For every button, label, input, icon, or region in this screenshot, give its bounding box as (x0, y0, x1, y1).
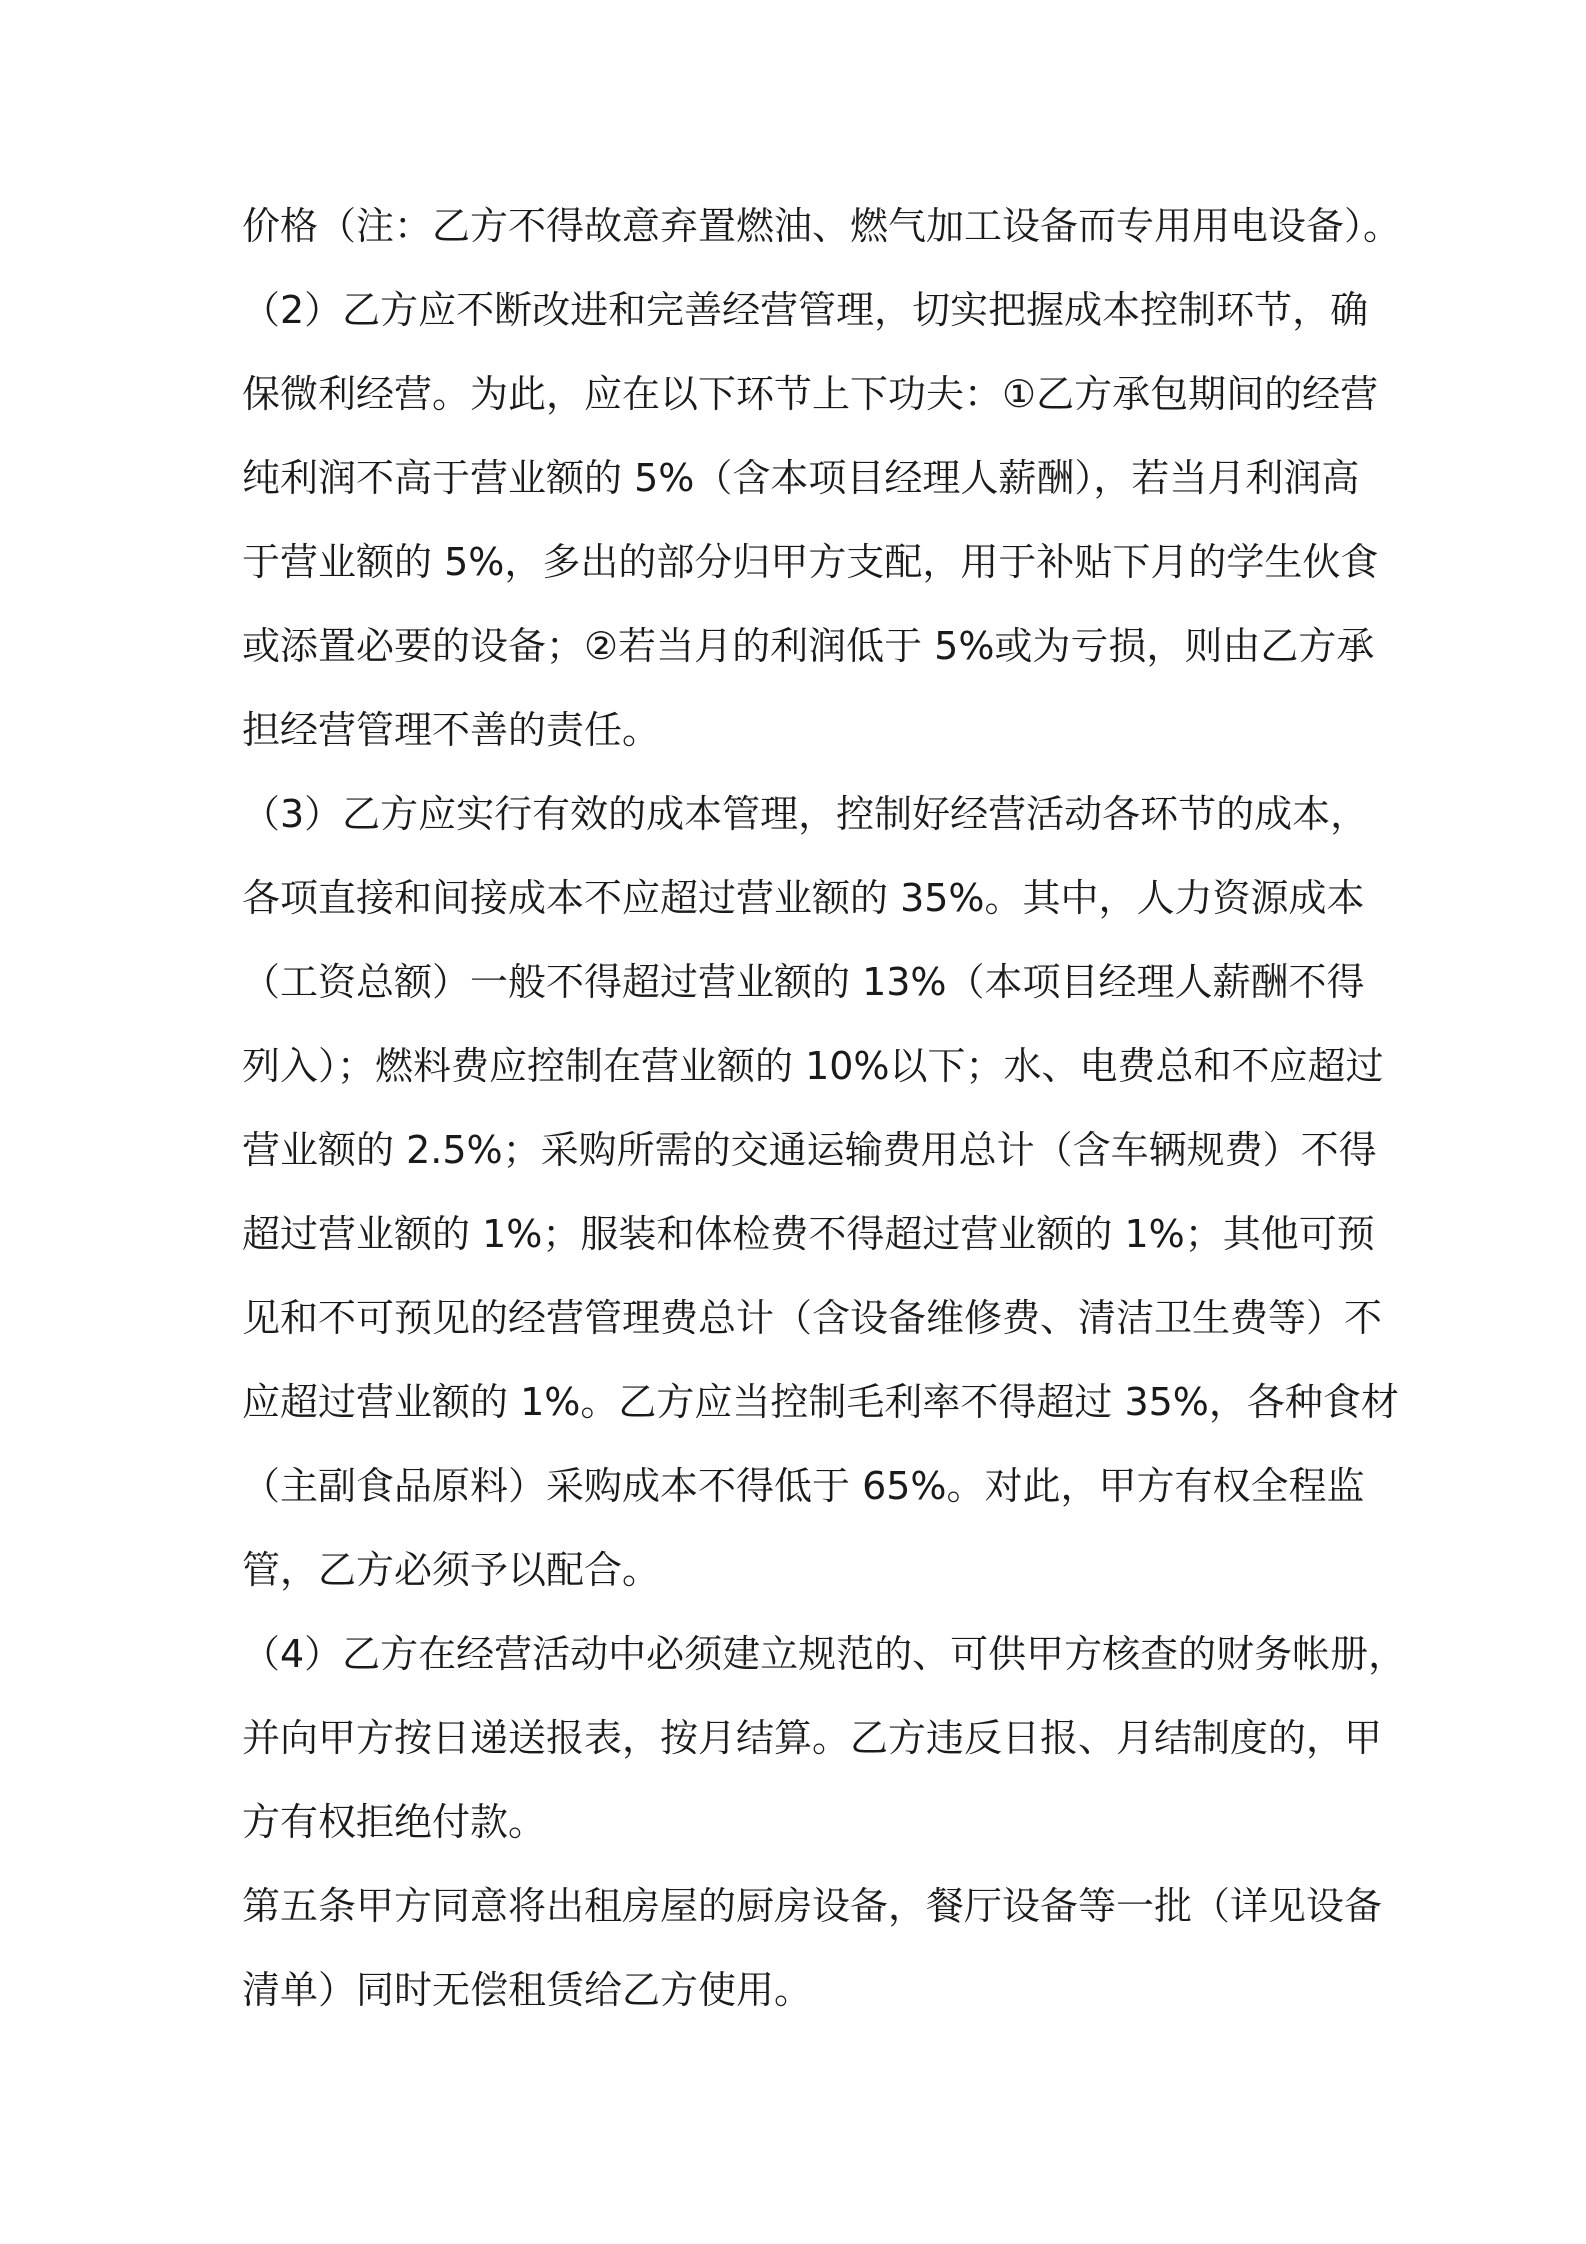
text-line: （工资总额）一般不得超过营业额的 13%（本项目经理人薪酬不得 (242, 960, 1365, 1004)
text-line: 清单）同时无偿租赁给乙方使用。 (242, 1968, 813, 2012)
text-line: 纯利润不高于营业额的 5%（含本项目经理人薪酬），若当月利润高 (242, 456, 1360, 500)
text-line: 应超过营业额的 1%。乙方应当控制毛利率不得超过 35%，各种食材 (242, 1380, 1399, 1424)
text-line: 管，乙方必须予以配合。 (242, 1548, 661, 1592)
text-line: 见和不可预见的经营管理费总计（含设备维修费、清洁卫生费等）不 (242, 1296, 1383, 1340)
text-line: 或添置必要的设备；②若当月的利润低于 5%或为亏损，则由乙方承 (242, 624, 1375, 668)
text-line: 列入）；燃料费应控制在营业额的 10%以下；水、电费总和不应超过 (242, 1044, 1384, 1088)
text-line: 担经营管理不善的责任。 (242, 708, 661, 752)
text-line: 并向甲方按日递送报表，按月结算。乙方违反日报、月结制度的，甲 (242, 1716, 1383, 1760)
text-line: 第五条甲方同意将出租房屋的厨房设备，餐厅设备等一批（详见设备 (242, 1884, 1383, 1928)
text-line: 超过营业额的 1%；服装和体检费不得超过营业额的 1%；其他可预 (242, 1212, 1375, 1256)
text-line: （2）乙方应不断改进和完善经营管理，切实把握成本控制环节，确 (242, 288, 1369, 332)
text-line: （主副食品原料）采购成本不得低于 65%。对此，甲方有权全程监 (242, 1464, 1365, 1508)
text-line: （4）乙方在经营活动中必须建立规范的、可供甲方核查的财务帐册， (242, 1632, 1407, 1676)
text-line: 营业额的 2.5%；采购所需的交通运输费用总计（含车辆规费）不得 (242, 1128, 1377, 1172)
text-line: 于营业额的 5%，多出的部分归甲方支配，用于补贴下月的学生伙食 (242, 540, 1379, 584)
text-line: 保微利经营。为此，应在以下环节上下功夫：①乙方承包期间的经营 (242, 372, 1379, 416)
text-line: 各项直接和间接成本不应超过营业额的 35%。其中，人力资源成本 (242, 876, 1365, 920)
text-line: 价格（注：乙方不得故意弃置燃油、燃气加工设备而专用用电设备）。 (242, 204, 1402, 248)
text-line: 方有权拒绝付款。 (242, 1800, 547, 1844)
text-line: （3）乙方应实行有效的成本管理，控制好经营活动各环节的成本， (242, 792, 1369, 836)
